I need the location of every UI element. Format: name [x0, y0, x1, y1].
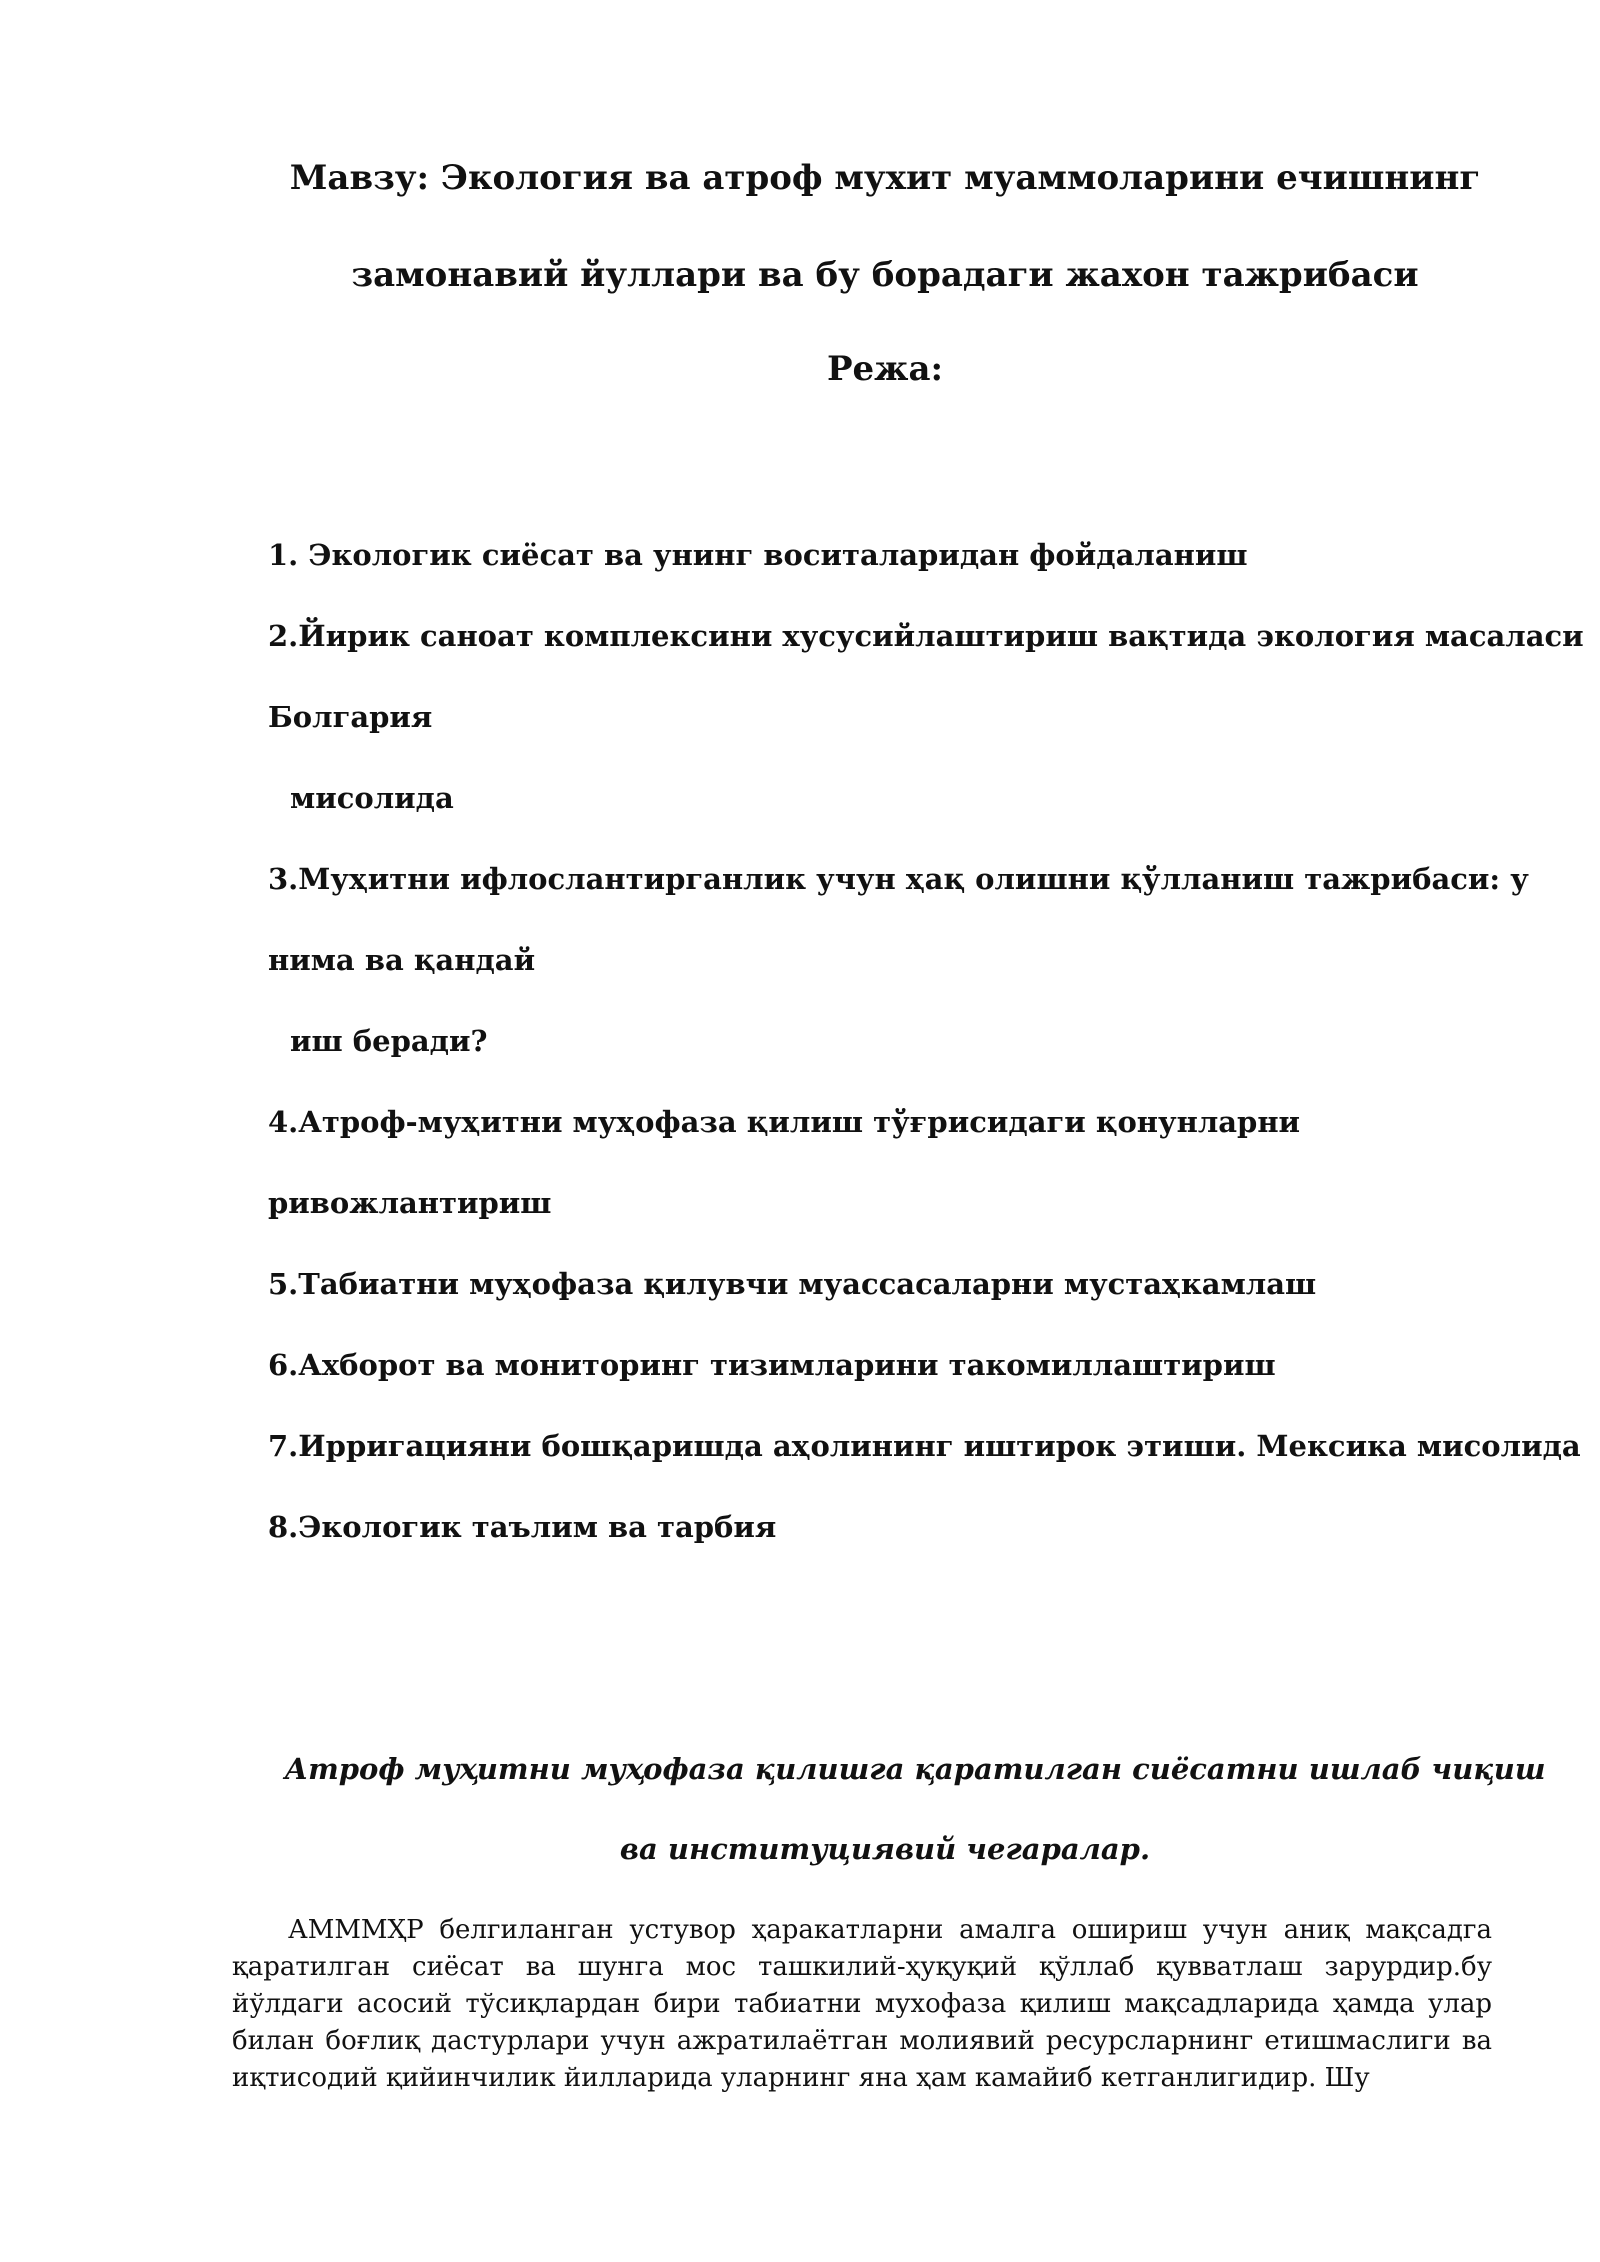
section-heading-line-1: Атроф муҳитни муҳофаза қилишга қаратилган сиёсатни ишлаб чиқиш — [284, 1752, 1546, 1786]
plan-item-3-continuation: нима ва қандай — [268, 943, 536, 977]
plan-item-2-continuation: мисолида — [290, 781, 454, 815]
plan-item-2: 2.Йирик саноат комплексини хусусийлаштириш вақтида экология масаласи — [268, 619, 1584, 653]
plan-item-7: 7.Ирригацияни бошқаришда аҳолининг иштирок этиши. Мексика мисолида — [268, 1429, 1581, 1463]
plan-item-8: 8.Экологик таълим ва тарбия — [268, 1510, 777, 1544]
document-title-line-2: замонавий йуллари ва бу борадаги жахон тажрибаси — [351, 255, 1419, 295]
plan-item-4-continuation: ривожлантириш — [268, 1186, 552, 1220]
plan-item-6: 6.Ахборот ва мониторинг тизимларини такомиллаштириш — [268, 1348, 1276, 1382]
body-paragraph: АМММҲР белгиланган устувор ҳаракатларни амалга ошириш учун аниқ мақсадга қаратилган сиёсат ва шунга мос ташкилий-ҳуқуқий қўллаб қувватлаш зарурдир.бу йўлдаги асосий тўсиқлардан бири табиатни мухофаза қилиш мақсадларида ҳамда улар билан боғлиқ дастурлари учун ажратилаётган молиявий ресурсларнинг етишмаслиги ва иқтисодий қийинчилик йилларида уларнинг яна ҳам камайиб кетганлигидир. Шу — [232, 1915, 1492, 2093]
plan-item-5: 5.Табиатни муҳофаза қилувчи муассасаларни мустаҳкамлаш — [268, 1267, 1317, 1301]
plan-heading: Режа: — [826, 349, 944, 389]
section-heading-line-2: ва институциявий чегаралар. — [619, 1832, 1151, 1866]
plan-item-3: 3.Муҳитни ифлослантирганлик учун ҳақ олишни қўлланиш тажрибаси: у — [268, 862, 1529, 896]
document-title-line-1: Мавзу: Экология ва атроф мухит муаммоларини ечишнинг — [289, 158, 1481, 198]
plan-item-3-continuation: иш беради? — [290, 1024, 488, 1058]
plan-item-4: 4.Атроф-муҳитни муҳофаза қилиш тўғрисидаги қонунларни — [268, 1105, 1301, 1139]
plan-item-1: 1. Экологик сиёсат ва унинг воситаларидан фойдаланиш — [268, 538, 1248, 572]
plan-item-2-continuation: Болгария — [268, 700, 433, 734]
